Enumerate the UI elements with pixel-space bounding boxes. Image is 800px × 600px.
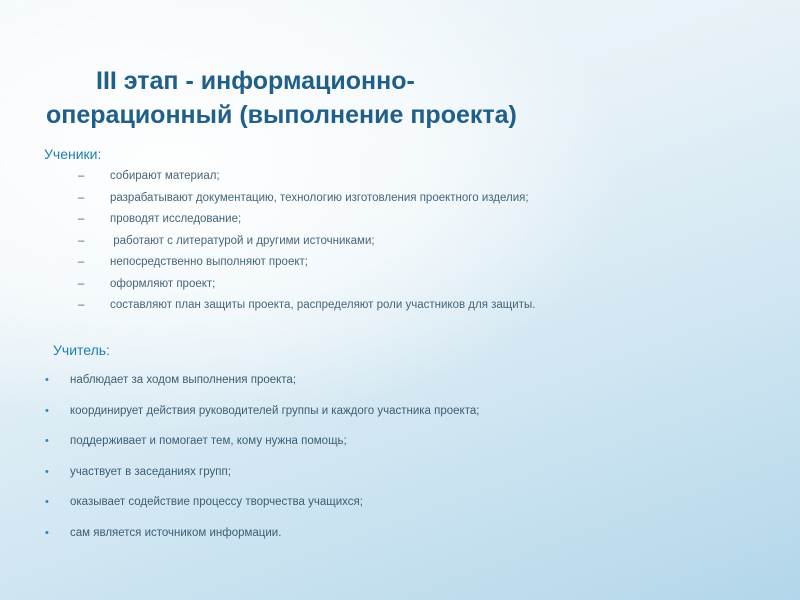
students-task-list [78, 166, 535, 317]
list-item-text: поддерживает и помогает тем, кому нужна помощь; [70, 435, 347, 447]
students-section-label: Ученики: [44, 146, 102, 162]
teacher-section-label: Учитель: [53, 342, 110, 358]
list-item [44, 460, 479, 491]
list-item [44, 429, 479, 460]
list-item [78, 252, 535, 274]
list-item-text: координирует действия руководителей группы и каждого участника проекта; [70, 404, 480, 417]
dash-marker: – [78, 299, 85, 311]
list-item [44, 399, 479, 430]
list-item [78, 209, 535, 231]
list-item [78, 166, 535, 188]
list-item-text: разрабатывают документацию, технологию изготовления проектного изделия; [110, 191, 529, 204]
bullet-marker: • [45, 496, 49, 508]
bullet-marker: • [45, 526, 49, 539]
dash-marker: – [78, 234, 85, 247]
bullet-marker: • [45, 465, 49, 478]
list-item-text: составляют план защиты проекта, распределяют роли участников для защиты. [110, 299, 536, 311]
bullet-marker: • [45, 374, 49, 386]
list-item-text: сам является источником информации. [70, 526, 282, 539]
list-item [78, 188, 535, 210]
list-item-text: собирают материал; [110, 170, 220, 182]
list-item-text: непосредственно выполняют проект; [110, 256, 308, 268]
list-item [44, 368, 479, 399]
slide-title-line-1: III этап - информационно- [96, 67, 415, 95]
slide-title [46, 64, 766, 132]
list-item-text: проводят исследование; [110, 213, 242, 225]
list-item [44, 521, 479, 552]
bullet-marker: • [45, 435, 49, 447]
list-item-text: работают с литературой и другими источниками; [110, 234, 375, 247]
teacher-task-list [44, 368, 479, 551]
list-item [78, 274, 535, 296]
dash-marker: – [78, 277, 85, 290]
bullet-marker: • [45, 404, 49, 417]
list-item-text: наблюдает за ходом выполнения проекта; [70, 374, 297, 386]
slide-title-line-2: операционный (выполнение проекта) [46, 101, 517, 129]
list-item-text: участвует в заседаниях групп; [70, 465, 231, 478]
dash-marker: – [78, 256, 85, 268]
list-item [78, 295, 535, 317]
list-item-text: оформляют проект; [110, 277, 216, 290]
list-item [78, 231, 535, 253]
dash-marker: – [78, 170, 85, 182]
dash-marker: – [78, 213, 85, 225]
list-item-text: оказывает содействие процессу творчества учащихся; [70, 496, 363, 508]
dash-marker: – [78, 191, 85, 204]
list-item [44, 490, 479, 521]
